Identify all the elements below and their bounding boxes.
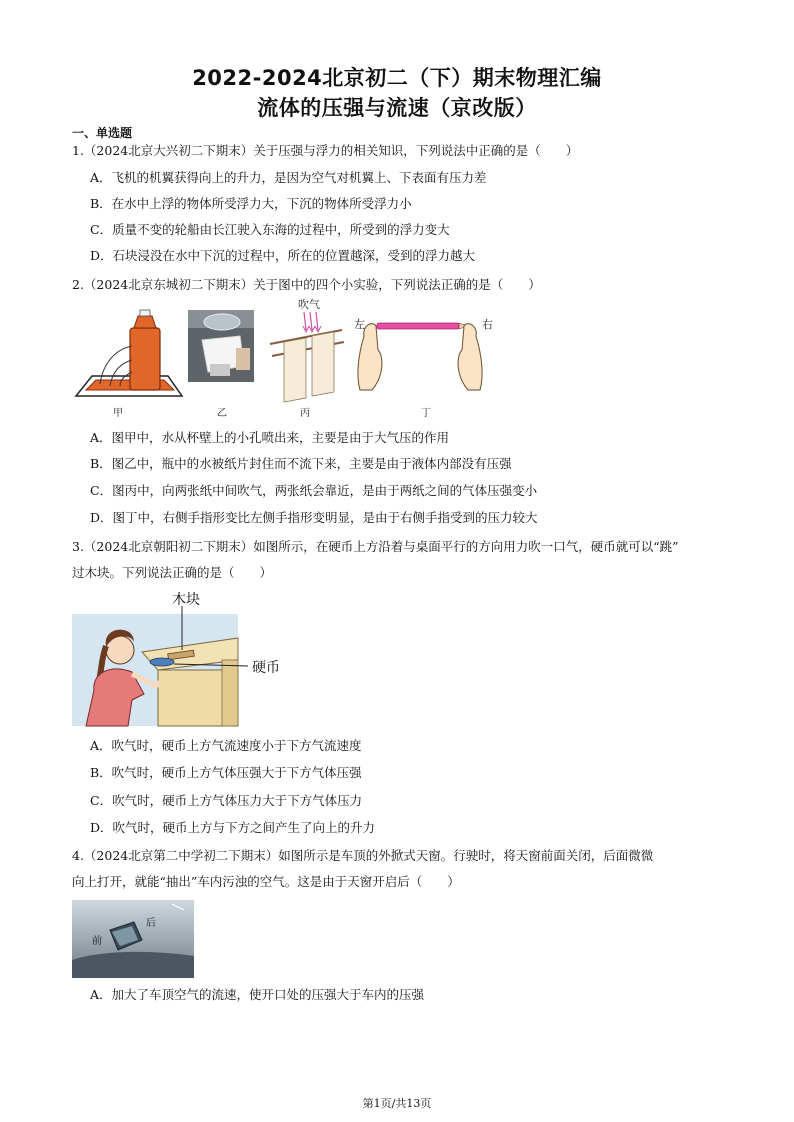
block-label: 木块	[172, 592, 200, 608]
document-title-line2: 流体的压强与流速（京改版）	[257, 96, 537, 120]
question-2-option-c: C．图丙中，向两张纸中间吹气，两张纸会靠近，是由于两纸之间的气体压强变小	[90, 483, 538, 498]
question-1-option-b: B．在水中上浮的物体所受浮力大，下沉的物体所受浮力小	[90, 196, 412, 211]
figure-bing-two-papers	[270, 297, 344, 402]
figure-jia-bottle-illustration	[76, 310, 182, 396]
blow-label: 吹气	[298, 298, 320, 311]
question-4-option-a: A．加大了车顶空气的流速，使开口处的压强大于车内的压强	[90, 987, 425, 1002]
question-4-stem-line1: 4.（2024北京第二中学初二下期末）如图所示是车顶的外掀式天窗。行驶时，将天窗前面关闭，后面微微	[72, 848, 654, 863]
section-heading: 一、单选题	[72, 126, 133, 140]
question-4-stem-line2: 向上打开，就能“抽出”车内污浊的空气。这是由于天窗开启后（ ）	[72, 874, 460, 889]
question-3-stem-line2: 过木块。下列说法正确的是（ ）	[72, 565, 273, 580]
question-1-option-c: C．质量不变的轮船由长江驶入东海的过程中，所受到的浮力变大	[90, 222, 450, 237]
question-2-figure	[72, 298, 512, 418]
question-2-option-d: D．图丁中，右侧手指形变比左侧手指形变明显，是由于右侧手指受到的压力较大	[90, 510, 538, 525]
document-title-line1: 2022-2024北京初二（下）期末物理汇编	[192, 66, 602, 90]
caption-jia: 甲	[113, 408, 123, 419]
left-label: 左	[354, 318, 365, 331]
question-2-stem: 2.（2024北京东城初二下期末）关于图中的四个小实验，下列说法正确的是（ ）	[72, 277, 541, 292]
question-1-option-a: A．飞机的机翼获得向上的升力，是因为空气对机翼上、下表面有压力差	[90, 170, 487, 185]
figure-ding-pencil-fingers	[354, 318, 493, 390]
figure-yi-glass-photo	[188, 310, 254, 382]
question-1-option-d: D．石块浸没在水中下沉的过程中，所在的位置越深，受到的浮力越大	[90, 248, 476, 263]
question-3-figure	[72, 590, 292, 728]
question-1-stem: 1.（2024北京大兴初二下期末）关于压强与浮力的相关知识，下列说法中正确的是（ ）	[72, 143, 579, 158]
question-2-option-b: B．图乙中，瓶中的水被纸片封住而不流下来，主要是由于液体内部没有压强	[90, 456, 512, 471]
back-label: 后	[146, 918, 156, 929]
page-number: 第1页/共13页	[362, 1097, 432, 1110]
question-3-option-a: A．吹气时，硬币上方气流速度小于下方气流速度	[90, 738, 362, 753]
caption-yi: 乙	[217, 408, 227, 419]
question-3-option-d: D．吹气时，硬币上方与下方之间产生了向上的升力	[90, 820, 376, 835]
front-label: 前	[92, 936, 102, 947]
question-2-option-a: A．图甲中，水从杯壁上的小孔喷出来，主要是由于大气压的作用	[90, 430, 450, 445]
caption-bing: 丙	[300, 408, 310, 419]
question-3-stem-line1: 3.（2024北京朝阳初二下期末）如图所示，在硬币上方沿着与桌面平行的方向用力吹一口气，硬币就可以“跳”	[72, 539, 679, 554]
coin-label: 硬币	[252, 660, 280, 676]
question-4-figure	[72, 900, 194, 978]
question-3-option-b: B．吹气时，硬币上方气体压强大于下方气体压强	[90, 765, 362, 780]
right-label: 右	[482, 318, 493, 331]
question-3-option-c: C．吹气时，硬币上方气体压力大于下方气体压力	[90, 793, 363, 808]
caption-ding: 丁	[421, 408, 431, 419]
